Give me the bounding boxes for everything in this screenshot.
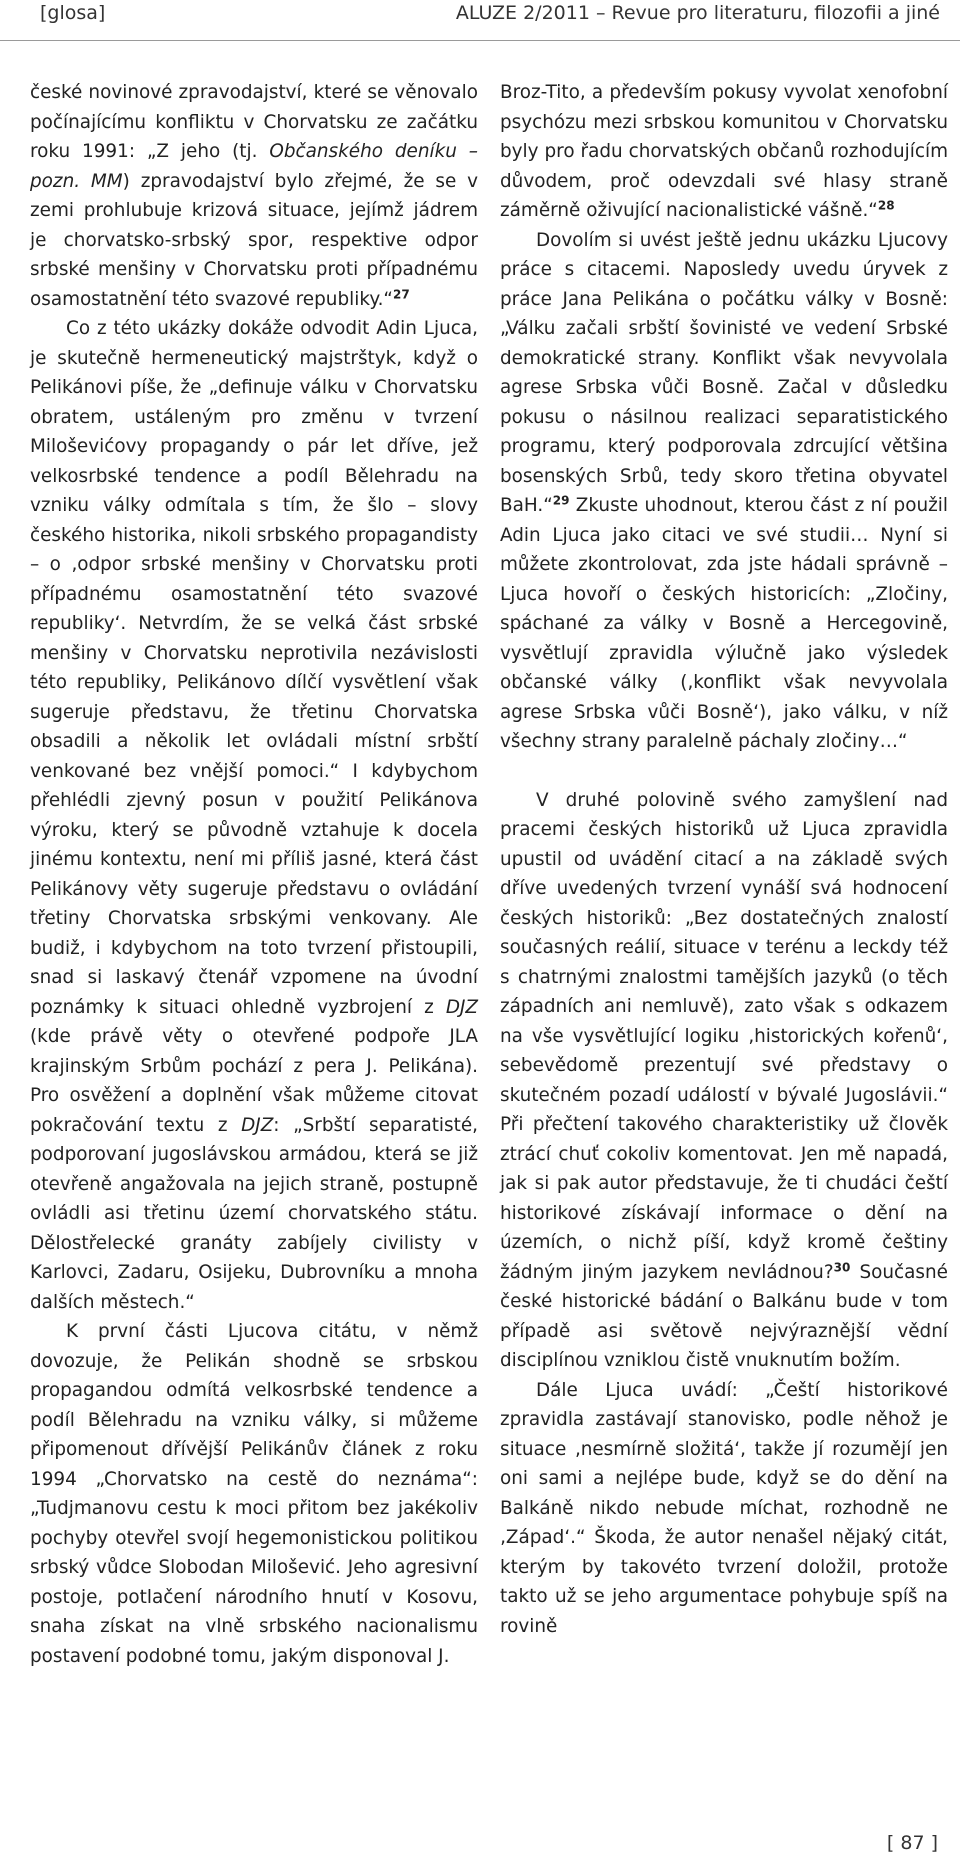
text-run: ) zpravodajství bylo zřejmé, že se v zemi prohlubuje krizová situace, jejímž jádrem je chorvatsko-srbský spor, respektive odpor srbské menšiny v Chorvatsku proti případnému osamostatnění této svazové republiky.“	[30, 170, 479, 310]
text-run: Broz-Tito, a především pokusy vyvolat xenofobní psychózu mezi srbskou komunitou v Chorvatsku byly pro řadu chorvatských občanů rozhodujícím důvodem, proč odevzdali své hlasy straně záměrně oživující nacionalistické vášně.“	[500, 82, 948, 221]
paragraph	[30, 1317, 478, 1671]
page-number: [ 87 ]	[886, 1832, 938, 1854]
paragraph	[500, 1376, 948, 1642]
running-header	[0, 0, 960, 42]
text-run: Dovolím si uvést ještě jednu ukázku Ljucovy práce s citacemi. Naposledy uvedu úryvek z práce Jana Pelikána o počátku války v Bosně: „Válku začali srbští šovinisté ve vedení Srbské demokratické strany. Konflikt však nevyvolala agrese Srbska vůči Bosně. Začal v důsledku pokusu o násilnou realizaci separatistického programu, který podporovala zdrcující většina bosenských Srbů, tedy skoro třetina obyvatel BaH.“	[500, 229, 948, 516]
text-run: Současné české historické bádání o Balkánu bude v tom případě asi světově nejvýraznější vědní disciplínou vzniklou čistě vnuknutím božím.	[500, 1261, 948, 1371]
journal-title: ALUZE 2/2011 – Revue pro literaturu, filozofii a jiné	[455, 2, 940, 24]
text-run: : „Srbští separatisté, podporovaní jugoslávskou armádou, která se již otevřeně angažovala na jejich straně, postupně ovládli asi třetinu území chorvatského státu. Dělostřelecké granáty zabíjely civilisty v Karlovci, Zadaru, Osijeku, Dubrovníku a mnoha dalších městech.“	[30, 1114, 478, 1313]
text-run: Dále Ljuca uvádí: „Čeští historikové zpravidla zastávají stanovisko, podle něhož je situace ‚nesmírně složitá‘, takže jí rozumějí jen oni sami a nejlépe bude, když se do dění na Balkáně nikdo nebude míchat, rozhodně ne ‚Západ‘.“ Škoda, že autor nenašel nějaký citát, kterým by takovéto tvrzení doložil, protože takto už se jeho argumentace pohybuje spíš na rovině	[500, 1379, 948, 1637]
paragraph	[30, 314, 478, 1317]
footnote-ref: 30	[833, 1259, 851, 1274]
footnote-ref: 28	[877, 198, 895, 213]
paragraph	[30, 78, 478, 314]
paragraph	[500, 226, 948, 757]
text-run: Co z této ukázky dokáže odvodit Adin Ljuca, je skutečně hermeneutický majstrštyk, když o Pelikánovi píše, že „definuje válku v Chorvatsku obratem, ustáleným pro změnu v tvrzení Miloševićovy propagandy o pár let dříve, jež velkosrbské tendence a podíl Bělehradu na vzniku války odmítala s tím, že šlo – slovy českého historika, nikoli srbského propagandisty – o ‚odpor srbské menšiny v Chorvatsku proti případnému osamostatnění této svazové republiky‘. Netvrdím, že se velká část srbské menšiny v Chorvatsku neprotivila nezávislosti této republiky, Pelikánovo dílčí vysvětlení však sugeruje představu, že třetinu Chorvatska obsadili a několik let ovládali místní srbští venkované bez vnější pomoci.“ I kdybychom přehlédli zjevný posun v použití Pelikánova výroku, který se původně vztahuje k docela jinému kontextu, není mi příliš jasné, která část Pelikánovy věty sugeruje představu o ovládání třetiny Chorvatska srbskými venkovany. Ale budiž, i kdybychom na toto tvrzení přistoupili, snad si laskavý čtenář vzpomene na úvodní poznámky k situaci ohledně vyzbrojení z	[30, 318, 478, 1018]
text-column-left	[30, 78, 478, 1671]
section-label: [glosa]	[40, 2, 106, 24]
footnote-ref: 27	[392, 286, 410, 301]
header-divider	[0, 40, 960, 41]
italic-text: DJZ	[241, 1114, 274, 1136]
italic-text: Občanského deníku – pozn. MM	[30, 141, 478, 192]
text-column-right	[500, 78, 948, 1641]
text-run: (kde právě věty o otevřené podpoře JLA krajinským Srbům pochází z pera J. Pelikána). Pro osvěžení a doplnění však můžeme citovat pokračování textu z	[30, 1026, 478, 1136]
text-run: V druhé polovině svého zamyšlení nad pracemi českých historiků už Ljuca zpravidla upustil od uvádění citací a na základě svých dříve uvedených tvrzení vynáší svá hodnocení českých historiků: „Bez dostatečných znalostí současných reálií, situace v terénu a leckdy též s chatrnými znalostmi tamějších jazyků (o těch západních ani nemluvě), zato však s odkazem na vše vysvětlující logiku ‚historických kořenů‘, sebevědomě prezentují své představy o skutečném pozadí událostí v bývalé Jugoslávii.“ Při přečtení takového charakteristiky už člověk ztrácí chuť cokoliv komentovat. Jen mě napadá, jak si pak autor představuje, že ti chudáci čeští historikové získávají informace o dění na územích, o nichž píší, když kromě češtiny žádným jiným jazykem nevládnou?	[500, 789, 948, 1283]
footnote-ref: 29	[552, 493, 570, 508]
paragraph	[500, 78, 948, 226]
paragraph	[500, 786, 948, 1376]
italic-text: DJZ	[445, 996, 478, 1018]
text-run: české novinové zpravodajství, které se věnovalo počínajícímu konfliktu v Chorvatsku ze začátku roku 1991: „Z jeho (tj.	[30, 82, 478, 162]
text-run: Zkuste uhodnout, kterou část z ní použil Adin Ljuca jako citaci ve své studii… Nyní si můžete zkontrolovat, zda jste hádali správně – Ljuca hovoří o českých historicích: „Zločiny, spáchané za války v Bosně a Hercegovině, vysvětlují zpravidla výlučně jako výsledek občanské války (‚konflikt však nevyvolala agrese Srbska vůči Bosně‘), jako válku, v níž všechny strany paralelně páchaly zločiny…“	[500, 495, 948, 752]
text-run: K první části Ljucova citátu, v němž dovozuje, že Pelikán shodně se srbskou propagandou odmítá velkosrbské tendence a podíl Bělehradu na vzniku války, si můžeme připomenout dřívější Pelikánův článek z roku 1994 „Chorvatsko na cestě do neznáma“: „Tudjmanovu cestu k moci přitom bez jakékoliv pochyby otevřel svojí hegemonistickou politikou srbský vůdce Slobodan Milošević. Jeho agresivní postoje, potlačení národního hnutí v Kosovu, snaha získat na vlně srbského nacionalismu postavení podobné tomu, jakým disponoval J.	[30, 1321, 478, 1667]
